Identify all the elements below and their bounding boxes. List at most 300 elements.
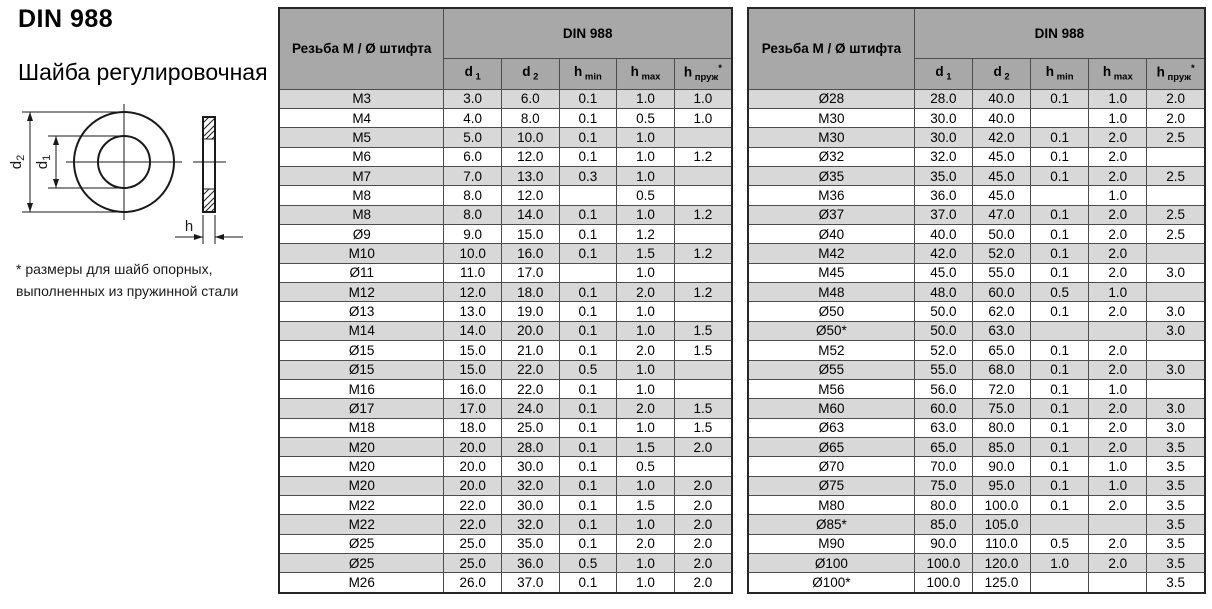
cell-value — [1147, 147, 1205, 166]
cell-thread: Ø85* — [748, 515, 914, 534]
cell-value — [1089, 321, 1147, 340]
cell-value: 3.5 — [1147, 476, 1205, 495]
table-row — [748, 108, 1205, 127]
cell-thread: Ø55 — [748, 360, 914, 379]
cell-value: 63.0 — [972, 321, 1030, 340]
cell-value — [674, 225, 732, 244]
col-header-hmin: h $_{min}$ — [559, 58, 617, 89]
cell-value: 22.0 — [502, 379, 560, 398]
footnote-line-2: выполненных из пружинной стали — [16, 282, 239, 299]
cell-value: 8.0 — [444, 186, 502, 205]
table-row — [748, 534, 1205, 553]
cell-value: 100.0 — [914, 573, 972, 593]
cell-value: 90.0 — [972, 457, 1030, 476]
cell-value: 100.0 — [914, 554, 972, 573]
cell-value: 68.0 — [972, 360, 1030, 379]
cell-value: 10.0 — [444, 244, 502, 263]
cell-value — [674, 186, 732, 205]
cell-value: 1.0 — [617, 263, 675, 282]
cell-value: 0.5 — [617, 457, 675, 476]
cell-value: 2.5 — [1147, 205, 1205, 224]
cell-value — [1031, 515, 1089, 534]
table-row — [279, 437, 732, 456]
cell-value — [674, 457, 732, 476]
col-header-d1: d $_1$ — [444, 58, 502, 89]
cell-value: 26.0 — [444, 573, 502, 593]
cell-value: 0.1 — [559, 128, 617, 147]
cell-value: 48.0 — [914, 283, 972, 302]
cell-value: 1.0 — [617, 128, 675, 147]
cell-value — [674, 128, 732, 147]
cell-value: 60.0 — [914, 399, 972, 418]
cell-value: 2.0 — [1089, 147, 1147, 166]
cell-value: 32.0 — [502, 476, 560, 495]
col-header-hmax: h $_{max}$ — [617, 58, 675, 89]
cell-value: 2.0 — [1089, 225, 1147, 244]
cell-value: 50.0 — [972, 225, 1030, 244]
cell-value: 0.1 — [559, 89, 617, 108]
cell-value: 2.0 — [1089, 341, 1147, 360]
cell-thread: M20 — [279, 437, 444, 456]
cell-value: 1.5 — [617, 244, 675, 263]
cell-value: 0.1 — [1031, 205, 1089, 224]
washer-technical-drawing — [8, 103, 278, 261]
table-row — [279, 534, 732, 553]
cell-value: 0.1 — [559, 302, 617, 321]
table-row — [748, 418, 1205, 437]
cell-value: 32.0 — [914, 147, 972, 166]
cell-value: 13.0 — [502, 166, 560, 185]
cell-value: 30.0 — [502, 496, 560, 515]
cell-thread: M22 — [279, 496, 444, 515]
cell-value: 40.0 — [972, 108, 1030, 127]
cell-value: 1.0 — [617, 166, 675, 185]
col-header-hmax: h $_{max}$ — [1089, 58, 1147, 89]
cell-value: 80.0 — [972, 418, 1030, 437]
cell-value: 1.5 — [617, 496, 675, 515]
cell-value: 0.1 — [1031, 457, 1089, 476]
cell-value: 3.0 — [1147, 360, 1205, 379]
cell-value — [674, 302, 732, 321]
cell-value: 45.0 — [972, 166, 1030, 185]
cell-value: 3.5 — [1147, 573, 1205, 593]
table-row — [279, 360, 732, 379]
cell-value: 2.0 — [1089, 418, 1147, 437]
cell-thread: Ø37 — [748, 205, 914, 224]
table-row — [279, 379, 732, 398]
cell-value: 3.0 — [444, 89, 502, 108]
cell-value: 0.1 — [559, 457, 617, 476]
cell-value: 2.0 — [674, 534, 732, 553]
table-row — [748, 89, 1205, 108]
cell-value: 85.0 — [914, 515, 972, 534]
cell-value: 3.0 — [1147, 302, 1205, 321]
cell-thread: M26 — [279, 573, 444, 593]
cell-value: 0.1 — [1031, 89, 1089, 108]
cell-thread: Ø15 — [279, 360, 444, 379]
cell-value: 30.0 — [502, 457, 560, 476]
cell-thread: M48 — [748, 283, 914, 302]
table-row — [748, 205, 1205, 224]
table-row — [279, 515, 732, 534]
cell-value: 2.0 — [617, 283, 675, 302]
col-group-header: DIN 988 — [444, 8, 732, 58]
cell-value: 2.5 — [1147, 166, 1205, 185]
cell-value: 28.0 — [914, 89, 972, 108]
cell-value: 3.5 — [1147, 534, 1205, 553]
col-header-hspring: h $_{пруж}$* — [1147, 58, 1205, 89]
cell-value: 60.0 — [972, 283, 1030, 302]
cell-value: 62.0 — [972, 302, 1030, 321]
cell-thread: M3 — [279, 89, 444, 108]
cell-value: 2.0 — [1089, 263, 1147, 282]
cell-value: 20.0 — [444, 437, 502, 456]
cell-thread: M5 — [279, 128, 444, 147]
cell-thread: Ø40 — [748, 225, 914, 244]
cell-thread: M20 — [279, 476, 444, 495]
table-row — [748, 147, 1205, 166]
cell-value: 1.5 — [674, 418, 732, 437]
cell-value: 45.0 — [972, 186, 1030, 205]
cell-value — [1031, 573, 1089, 593]
cell-value: 20.0 — [444, 457, 502, 476]
d2-dimension-label: $d_2$ — [8, 154, 27, 170]
cell-value: 32.0 — [502, 515, 560, 534]
cell-value: 1.0 — [617, 205, 675, 224]
cell-value: 1.0 — [617, 321, 675, 340]
cell-value: 40.0 — [914, 225, 972, 244]
cell-value: 70.0 — [914, 457, 972, 476]
cell-value: 45.0 — [972, 147, 1030, 166]
col-header-thread: Резьба М / Ø штифта — [279, 8, 444, 89]
cell-value: 16.0 — [502, 244, 560, 263]
cell-thread: Ø25 — [279, 534, 444, 553]
cell-thread: Ø9 — [279, 225, 444, 244]
cell-value: 1.0 — [617, 379, 675, 398]
cell-value: 6.0 — [502, 89, 560, 108]
cell-value: 22.0 — [444, 515, 502, 534]
cell-value: 3.0 — [1147, 399, 1205, 418]
cell-value: 15.0 — [502, 225, 560, 244]
cell-value: 1.5 — [617, 437, 675, 456]
cell-value: 2.0 — [1089, 244, 1147, 263]
cell-value: 18.0 — [444, 418, 502, 437]
cell-value: 30.0 — [914, 128, 972, 147]
footnote — [16, 259, 238, 302]
cell-value: 55.0 — [914, 360, 972, 379]
cell-value: 2.0 — [674, 573, 732, 593]
cell-value: 110.0 — [972, 534, 1030, 553]
cell-thread: M90 — [748, 534, 914, 553]
table-row — [279, 496, 732, 515]
cell-thread: M8 — [279, 186, 444, 205]
cell-value: 0.1 — [559, 205, 617, 224]
col-header-d2: d $_2$ — [502, 58, 560, 89]
cell-value: 1.0 — [617, 89, 675, 108]
cell-value: 95.0 — [972, 476, 1030, 495]
cell-value: 3.5 — [1147, 437, 1205, 456]
cell-value: 42.0 — [972, 128, 1030, 147]
cell-value: 35.0 — [502, 534, 560, 553]
cell-thread: M4 — [279, 108, 444, 127]
cell-value: 2.0 — [1089, 302, 1147, 321]
cell-value: 25.0 — [444, 554, 502, 573]
cell-thread: Ø100 — [748, 554, 914, 573]
cell-thread: M80 — [748, 496, 914, 515]
cell-value: 2.0 — [674, 554, 732, 573]
cell-value: 2.5 — [1147, 225, 1205, 244]
cell-thread: Ø11 — [279, 263, 444, 282]
cell-value: 0.1 — [1031, 166, 1089, 185]
cell-value — [1031, 108, 1089, 127]
cell-value: 2.0 — [1089, 437, 1147, 456]
cell-value: 3.0 — [1147, 418, 1205, 437]
table-row — [279, 147, 732, 166]
cell-value: 12.0 — [502, 186, 560, 205]
table-row — [748, 263, 1205, 282]
cell-value: 2.0 — [1089, 360, 1147, 379]
cell-thread: M6 — [279, 147, 444, 166]
cell-value: 1.0 — [674, 108, 732, 127]
cell-value: 50.0 — [914, 302, 972, 321]
cell-value: 1.0 — [617, 147, 675, 166]
cell-value — [1031, 186, 1089, 205]
table-row — [279, 244, 732, 263]
cell-value: 2.0 — [1089, 554, 1147, 573]
cell-value: 0.1 — [559, 534, 617, 553]
cell-value: 80.0 — [914, 496, 972, 515]
cell-value: 3.5 — [1147, 515, 1205, 534]
h-dimension-label: h — [184, 218, 194, 235]
table-row — [748, 457, 1205, 476]
cell-thread: Ø63 — [748, 418, 914, 437]
cell-value: 25.0 — [502, 418, 560, 437]
cell-thread: M20 — [279, 457, 444, 476]
cell-value: 52.0 — [972, 244, 1030, 263]
cell-value: 0.1 — [1031, 496, 1089, 515]
cell-value: 1.0 — [1089, 186, 1147, 205]
table-row — [748, 496, 1205, 515]
col-header-hspring: h $_{пруж}$* — [674, 58, 732, 89]
cell-value: 1.0 — [617, 573, 675, 593]
cell-value: 20.0 — [502, 321, 560, 340]
table-row — [748, 360, 1205, 379]
table-row — [748, 379, 1205, 398]
cell-value: 7.0 — [444, 166, 502, 185]
cell-value: 3.5 — [1147, 457, 1205, 476]
cell-value — [1031, 321, 1089, 340]
cell-value: 12.0 — [444, 283, 502, 302]
cell-value — [559, 186, 617, 205]
cell-value: 1.0 — [1089, 457, 1147, 476]
cell-value: 0.1 — [1031, 379, 1089, 398]
cell-value: 0.1 — [559, 108, 617, 127]
cell-value: 47.0 — [972, 205, 1030, 224]
cell-value: 0.1 — [559, 225, 617, 244]
table-row — [279, 186, 732, 205]
cell-thread: M22 — [279, 515, 444, 534]
cell-value: 11.0 — [444, 263, 502, 282]
cell-value: 17.0 — [502, 263, 560, 282]
cell-thread: M7 — [279, 166, 444, 185]
cell-value: 1.0 — [1089, 476, 1147, 495]
cell-value: 0.1 — [559, 399, 617, 418]
col-group-header: DIN 988 — [914, 8, 1205, 58]
cell-value: 2.0 — [1147, 108, 1205, 127]
table-row — [748, 476, 1205, 495]
cell-value: 42.0 — [914, 244, 972, 263]
cell-value: 1.0 — [617, 418, 675, 437]
cell-value: 1.0 — [1031, 554, 1089, 573]
cell-value: 2.0 — [1089, 496, 1147, 515]
d1-dimension-label: $d_1$ — [34, 154, 53, 170]
cell-thread: M10 — [279, 244, 444, 263]
cell-value — [674, 166, 732, 185]
table-row — [748, 399, 1205, 418]
footnote-line-1: * размеры для шайб опорных, — [16, 261, 213, 277]
cell-value: 12.0 — [502, 147, 560, 166]
cell-thread: M52 — [748, 341, 914, 360]
cell-value: 2.0 — [1089, 399, 1147, 418]
cell-thread: M36 — [748, 186, 914, 205]
table-row — [279, 341, 732, 360]
cell-value: 72.0 — [972, 379, 1030, 398]
col-header-thread: Резьба М / Ø штифта — [748, 8, 914, 89]
cell-value — [674, 263, 732, 282]
cell-value: 2.0 — [1089, 205, 1147, 224]
table-row — [748, 573, 1205, 593]
cell-value — [1147, 244, 1205, 263]
cell-value: 1.2 — [674, 205, 732, 224]
cell-value: 0.1 — [559, 418, 617, 437]
cell-value: 2.0 — [674, 515, 732, 534]
cell-value: 0.1 — [559, 496, 617, 515]
cell-value — [1147, 341, 1205, 360]
table-row — [279, 302, 732, 321]
cell-value: 1.0 — [617, 302, 675, 321]
cell-value: 28.0 — [502, 437, 560, 456]
cell-value: 14.0 — [444, 321, 502, 340]
cell-value: 0.3 — [559, 166, 617, 185]
cell-value: 5.0 — [444, 128, 502, 147]
cell-thread: M30 — [748, 128, 914, 147]
cell-value: 0.1 — [559, 244, 617, 263]
table-row — [279, 225, 732, 244]
cell-thread: Ø35 — [748, 166, 914, 185]
table-row — [748, 321, 1205, 340]
table-row — [748, 166, 1205, 185]
cell-value: 18.0 — [502, 283, 560, 302]
cell-value: 1.5 — [674, 321, 732, 340]
cell-value: 2.0 — [1089, 166, 1147, 185]
cell-value: 15.0 — [444, 360, 502, 379]
table-row — [748, 283, 1205, 302]
cell-value: 4.0 — [444, 108, 502, 127]
din988-table-right — [747, 7, 1206, 594]
cell-value: 20.0 — [444, 476, 502, 495]
cell-value — [1089, 515, 1147, 534]
cell-value: 0.5 — [559, 554, 617, 573]
cell-value: 0.1 — [1031, 399, 1089, 418]
cell-value: 8.0 — [502, 108, 560, 127]
cell-value: 2.0 — [617, 534, 675, 553]
cell-value: 1.2 — [674, 147, 732, 166]
cell-value: 0.1 — [1031, 341, 1089, 360]
cell-value: 0.1 — [1031, 360, 1089, 379]
cell-value: 90.0 — [914, 534, 972, 553]
cell-value: 105.0 — [972, 515, 1030, 534]
cell-value: 85.0 — [972, 437, 1030, 456]
cell-value — [1089, 573, 1147, 593]
cell-thread: Ø70 — [748, 457, 914, 476]
cell-value: 25.0 — [444, 534, 502, 553]
cell-value: 16.0 — [444, 379, 502, 398]
cell-value: 19.0 — [502, 302, 560, 321]
cell-value: 0.1 — [1031, 418, 1089, 437]
cell-value: 125.0 — [972, 573, 1030, 593]
cell-value: 30.0 — [914, 108, 972, 127]
table-row — [279, 554, 732, 573]
table-row — [279, 476, 732, 495]
cell-value: 0.5 — [559, 360, 617, 379]
cell-value: 0.1 — [559, 437, 617, 456]
cell-value: 1.0 — [1089, 283, 1147, 302]
cell-value: 0.1 — [559, 476, 617, 495]
cell-value: 0.1 — [559, 341, 617, 360]
cell-value: 0.1 — [1031, 476, 1089, 495]
cell-value: 1.0 — [1089, 108, 1147, 127]
cell-value: 0.1 — [559, 147, 617, 166]
cell-value: 0.5 — [617, 186, 675, 205]
cell-value: 3.0 — [1147, 321, 1205, 340]
cell-value — [559, 263, 617, 282]
cell-value: 0.1 — [1031, 437, 1089, 456]
cell-value: 10.0 — [502, 128, 560, 147]
cell-value: 0.1 — [1031, 128, 1089, 147]
cell-value: 0.1 — [1031, 244, 1089, 263]
cell-value: 37.0 — [502, 573, 560, 593]
cell-value: 1.0 — [617, 554, 675, 573]
cell-value — [1147, 379, 1205, 398]
cell-value: 0.1 — [559, 379, 617, 398]
cell-value: 22.0 — [444, 496, 502, 515]
table-row — [748, 186, 1205, 205]
cell-value — [1147, 283, 1205, 302]
cell-value: 75.0 — [914, 476, 972, 495]
cell-thread: M18 — [279, 418, 444, 437]
table-row — [279, 457, 732, 476]
table-row — [748, 515, 1205, 534]
cell-thread: Ø17 — [279, 399, 444, 418]
table-row — [279, 399, 732, 418]
col-header-hmin: h $_{min}$ — [1031, 58, 1089, 89]
cell-value: 1.0 — [617, 476, 675, 495]
cell-thread: M42 — [748, 244, 914, 263]
table-row — [279, 321, 732, 340]
cell-value: 0.5 — [617, 108, 675, 127]
cell-value: 0.1 — [559, 573, 617, 593]
cell-value: 1.0 — [617, 515, 675, 534]
cell-value: 14.0 — [502, 205, 560, 224]
cell-thread: M8 — [279, 205, 444, 224]
cell-thread: Ø15 — [279, 341, 444, 360]
cell-value: 2.0 — [674, 437, 732, 456]
table-row — [279, 263, 732, 282]
cell-value: 2.0 — [617, 341, 675, 360]
cell-value: 52.0 — [914, 341, 972, 360]
cell-value: 1.2 — [674, 283, 732, 302]
cell-value: 15.0 — [444, 341, 502, 360]
